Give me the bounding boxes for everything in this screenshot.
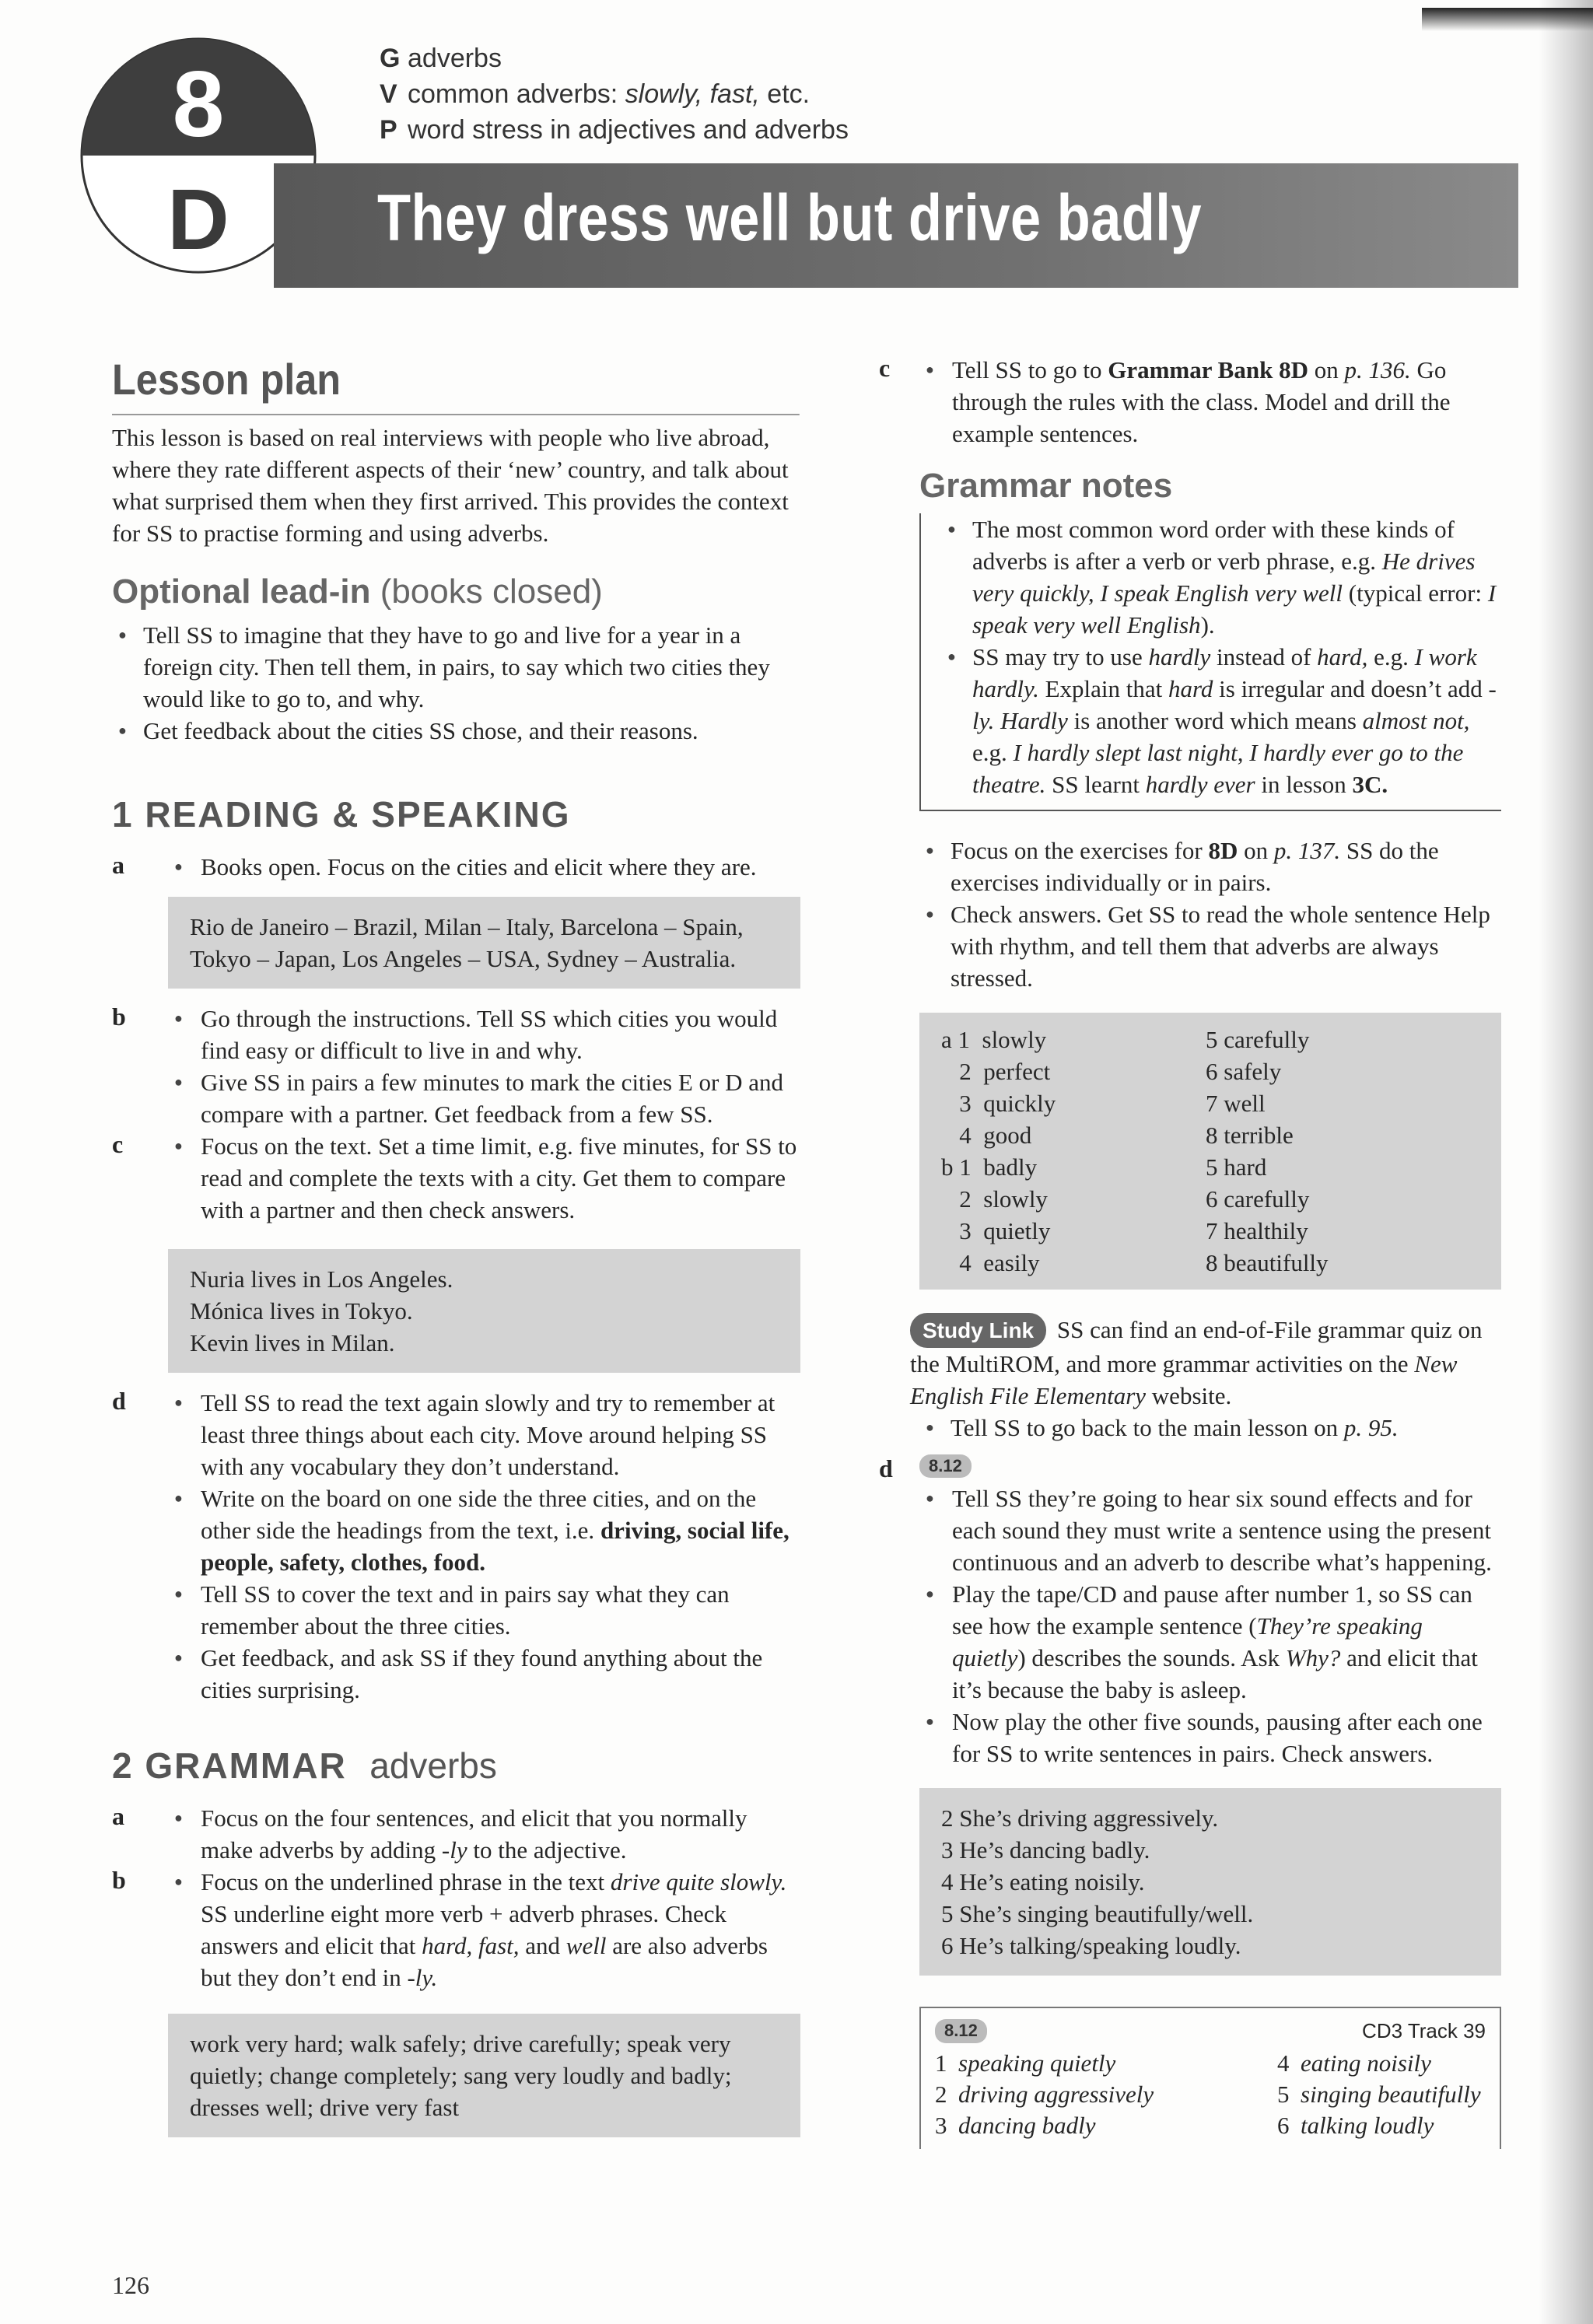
- list-item: ● Get feedback about the cities SS chose, and their reasons.: [112, 715, 800, 747]
- section-reading-heading: 1 READING & SPEAKING: [112, 794, 571, 835]
- step-1b: b ● Go through the instructions. Tell SS which cities you would find easy or difficult to live in and why. ● Give SS in pairs a few minutes to mark the cities E or D and compare with a partner. Get feedback from a few SS.: [112, 1003, 800, 1130]
- lesson-plan-heading: Lesson plan: [112, 354, 800, 415]
- unit-number: 8: [172, 52, 225, 156]
- list-item: ● Go through the instructions. Tell SS which cities you would find easy or difficult to live in and why.: [168, 1003, 800, 1066]
- left-column: [112, 354, 800, 2151]
- audio-track-tag: 8.12: [935, 2019, 987, 2043]
- list-item: ● Tell SS to read the text again slowly and try to remember at least three things about each city. Move around helping SS with any vocabulary they don’t understand.: [168, 1387, 800, 1482]
- step-1c: c ● Focus on the text. Set a time limit, e.g. five minutes, for SS to read and complete the texts with a city. Get them to compare with a partner and then check answers.: [112, 1130, 800, 1226]
- list-item: ● Get feedback, and ask SS if they found anything about the cities surprising.: [168, 1642, 800, 1706]
- cd-track-label: CD3 Track 39: [1362, 2019, 1486, 2042]
- audio-script-box: 8.12 CD3 Track 39 1 speaking quietly 2 driving aggressively 3 dancing badly 4 eating noisily 5 singing beautifully 6 talking loudly: [919, 2007, 1501, 2149]
- answer-box-cities: Rio de Janeiro – Brazil, Milan – Italy, Barcelona – Spain, Tokyo – Japan, Los Angeles – USA, Sydney – Australia.: [168, 897, 800, 989]
- step-2d: d 8.12 ● Tell SS they’re going to hear six sound effects and for each sound they must write a sentence using the present continuous and an adverb to describe what’s happening. ● Play the tape/CD and pause after number 1, so SS can see how the example sentence (They’re speaking quietly) describes the sounds. Ask Why? and elicit that it’s because the baby is asleep. ● Now play the other five sounds, pausing after each one for SS to write sentences in pairs. Check answers.: [879, 1454, 1501, 1769]
- list-item: ● Give SS in pairs a few minutes to mark the cities E or D and compare with a partner. Get feedback from a few SS.: [168, 1066, 800, 1130]
- answer-box-texts: Nuria lives in Los Angeles. Mónica lives in Tokyo. Kevin lives in Milan.: [168, 1249, 800, 1373]
- exercise-instructions: [919, 835, 1501, 994]
- page-title: They dress well but drive badly: [377, 181, 1202, 254]
- step-1d: d ● Tell SS to read the text again slowly and try to remember at least three things about each city. Move around helping SS with any vocabulary they don’t understand. ● Write on the board on one side the three cities, and on the other side the headings from the text, i.e. driving, social life, people, safety, clothes, food. ● Tell SS to cover the text and in pairs say what they can remember about the three cities. ● Get feedback, and ask SS if they found anything about the cities surprising.: [112, 1387, 800, 1706]
- focus-vocabulary: V common adverbs: slowly, fast, etc.: [380, 79, 811, 109]
- list-item: ● Tell SS they’re going to hear six sound effects and for each sound they must write a sentence using the present continuous and an adverb to describe what’s happening.: [919, 1482, 1501, 1578]
- study-link-paragraph: Study Link SS can find an end-of-File grammar quiz on the MultiROM, and more grammar activities on the New English File Elementary website.: [879, 1313, 1501, 1412]
- focus-pronunciation: P word stress in adjectives and adverbs: [380, 115, 849, 145]
- list-item: ● Write on the board on one side the three cities, and on the other side the headings from the text, i.e. driving, social life, people, safety, clothes, food.: [168, 1482, 800, 1578]
- audio-track-tag: 8.12: [919, 1454, 972, 1478]
- list-item: ● Now play the other five sounds, pausing after each one for SS to write sentences in pairs. Check answers.: [919, 1706, 1501, 1769]
- grammar-notes: [879, 467, 1501, 1290]
- right-column: [879, 354, 1501, 2149]
- step-2a: a ● Focus on the four sentences, and elicit that you normally make adverbs by adding -ly to the adjective.: [112, 1802, 800, 1866]
- page-edge-mark: [1422, 8, 1593, 31]
- page-number: 126: [112, 2271, 149, 2299]
- list-item: ● The most common word order with these kinds of adverbs is after a verb or verb phrase, e.g. He drives very quickly, I speak English very well (typical error: I speak very well English).: [941, 513, 1501, 641]
- step-2c: c ● Tell SS to go to Grammar Bank 8D on p. 136. Go through the rules with the class. Model and drill the example sentences.: [879, 354, 1501, 450]
- step-1a: a ● Books open. Focus on the cities and elicit where they are.: [112, 851, 800, 883]
- lead-in-heading: Optional lead-in (books closed): [112, 572, 603, 611]
- lesson-intro: This lesson is based on real interviews with people who live abroad, where they rate different aspects of their ‘new’ country, and talk about what surprised them when they first arrived. This provides the context for SS to practise forming and using adverbs.: [112, 424, 789, 547]
- list-item: ● Play the tape/CD and pause after number 1, so SS can see how the example sentence (They’re speaking quietly) describes the sounds. Ask Why? and elicit that it’s because the baby is asleep.: [919, 1578, 1501, 1706]
- step-2b: b ● Focus on the underlined phrase in the text drive quite slowly. SS underline eight more verb + adverb phrases. Check answers and elicit that hard, fast, and well are also adverbs but they don’t end in -ly.: [112, 1866, 800, 1993]
- grammar-notes-box: [919, 513, 1501, 811]
- lead-in-list: [112, 619, 800, 747]
- list-item: ● Books open. Focus on the cities and elicit where they are.: [168, 851, 800, 883]
- unit-letter: D: [167, 172, 229, 268]
- lesson-focus: [380, 40, 849, 148]
- grammar-notes-heading: Grammar notes: [919, 467, 1173, 505]
- section-grammar-heading: 2 GRAMMAR adverbs: [112, 1745, 497, 1786]
- list-item: ● Focus on the underlined phrase in the text drive quite slowly. SS underline eight more verb + adverb phrases. Check answers and elicit that hard, fast, and well are also adverbs but they don’t end in -ly.: [168, 1866, 800, 1993]
- list-item: ● SS may try to use hardly instead of hard, e.g. I work hardly. Explain that hard is irregular and doesn’t add -ly. Hardly is another word which means almost not, e.g. I hardly slept last night, I hardly ever go to the theatre. SS learnt hardly ever in lesson 3C.: [941, 641, 1501, 800]
- list-item: ● Tell SS to imagine that they have to go and live for a year in a foreign city. Then tell them, in pairs, to say which two cities they would like to go to, and why.: [112, 619, 800, 715]
- list-item: ● Tell SS to cover the text and in pairs say what they can remember about the three cities.: [168, 1578, 800, 1642]
- focus-grammar: G adverbs: [380, 44, 502, 73]
- list-item: ● Tell SS to go back to the main lesson on p. 95.: [919, 1412, 1501, 1444]
- list-item: ● Check answers. Get SS to read the whole sentence Help with rhythm, and tell them that adverbs are always stressed.: [919, 898, 1501, 994]
- list-item: ● Focus on the text. Set a time limit, e.g. five minutes, for SS to read and complete the texts with a city. Get them to compare with a partner and then check answers.: [168, 1130, 800, 1226]
- study-link-badge: Study Link: [910, 1313, 1046, 1348]
- page-gutter-shadow: [1539, 0, 1593, 2324]
- answer-box-exercises: a 1 slowly 2 perfect 3 quickly 4 good b 1 badly 2 slowly 3 quietly 4 easily 5 carefully 6 safely 7 well 8 terrible 5 hard 6 carefully 7 healthily 8 beautifully: [919, 1013, 1501, 1290]
- answer-box-phrases: work very hard; walk safely; drive carefully; speak very quietly; change completely; sang very loudly and badly; dresses well; drive very fast: [168, 2014, 800, 2137]
- list-item: ● Focus on the four sentences, and elicit that you normally make adverbs by adding -ly to the adjective.: [168, 1802, 800, 1866]
- answer-box-sounds: 2 She’s driving aggressively. 3 He’s dancing badly. 4 He’s eating noisily. 5 She’s singing beautifully/well. 6 He’s talking/speaking loudly.: [919, 1788, 1501, 1976]
- list-item: ● Tell SS to go to Grammar Bank 8D on p. 136. Go through the rules with the class. Model and drill the example sentences.: [919, 354, 1501, 450]
- list-item: ● Focus on the exercises for 8D on p. 137. SS do the exercises individually or in pairs.: [919, 835, 1501, 898]
